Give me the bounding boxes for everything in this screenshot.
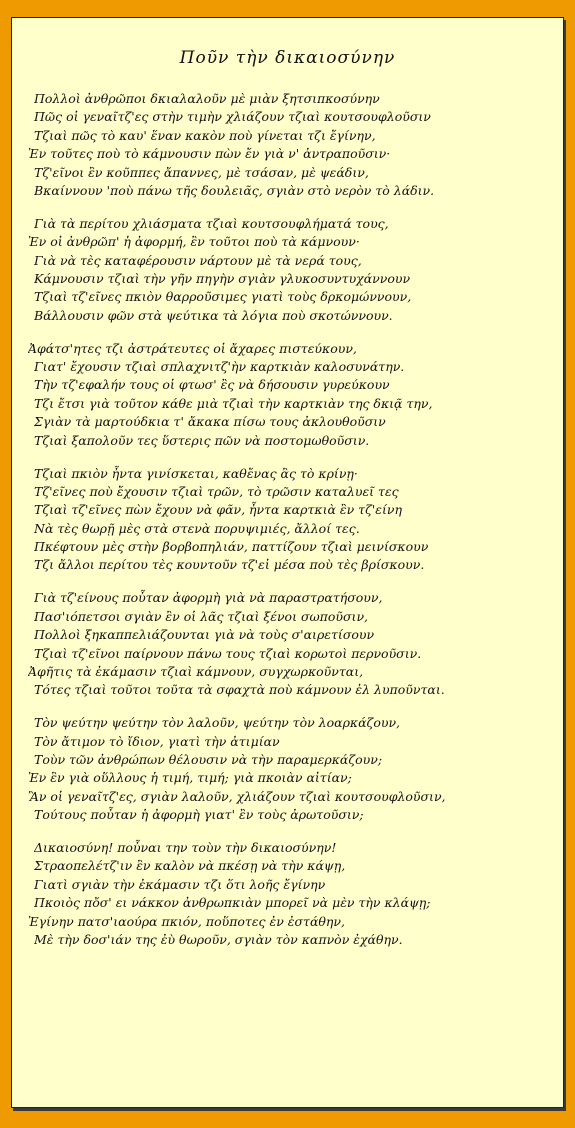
poem-line: Γιὰ τὰ περίτου χλιάσματα τζιαὶ κουτσουφλήματά τους, [34,215,389,231]
poem-line: Τζιαὶ πῶς τὸ καυ' ἕναν κακὸν ποὺ γίνεται τζι ἔγίνην, [34,127,376,143]
poem-page [11,17,564,1108]
poem-line: Γιὰ νὰ τὲς καταφέρουσιν νάρτουν μὲ τὰ νερά τους, [34,252,362,268]
poem-line: Τὸν ψεύτην ψεύτην τὸν λαλοῦν, ψεύτην τὸν λοαρκάζουν, [34,715,401,731]
poem-line: Τότες τζιαὶ τοῦτοι τοῦτα τὰ σφαχτὰ ποὺ κάμνουν ἐλ λυποῦνται. [34,682,445,698]
stanza [28,714,554,824]
poem-line: Κάμνουσιν τζιαὶ τὴν γῆν πηγὴν σγιὰν γλυκοσυντυχάννουν [34,271,411,287]
stanza [28,589,554,699]
poem-line: Τζι ἔτσι γιὰ τοῦτον κάθε μιὰ τζιαὶ τὴν καρτκιὰν της δκιᾷ την, [34,395,433,411]
poem-line: Πολλοὶ ξηκαππελιάζουνται γιὰ νὰ τοὺς σ'αιρετίσουν [34,627,375,643]
poem-line: Ἐν τοῦτες ποὺ τὸ κάμνουσιν πὼν ἔν γιὰ ν' ἀντραποῦσιν· [28,146,391,162]
poem-line: Ἀφῆτις τὰ ἐκάμασιν τζιαὶ κάμνουν, συγχωρκοῦνται, [28,663,364,679]
poem-line: Τζ'εῖνοι ἒν κοῦππες ἄπαννες, μὲ τσάσαν, μὲ ψεάδιν, [34,164,369,180]
stanza [28,215,554,325]
stanza [28,340,554,450]
poem-line: Τζιαὶ ξαπολοῦν τες ὕστερις πῶν νὰ ποστομωθοῦσιν. [34,432,370,448]
poem-line: Τζιαὶ τζ'εῖνες πὼν ἔχουν νὰ φᾶν, ἦντα καρτκιὰ ἒν τζ'είνη [34,502,402,518]
poem-line: Τὴν τζ'εφαλήν τους οἱ φτωσ' ἒς νὰ δήσουσιν γυρεύκουν [34,377,390,393]
poem-line: Πολλοὶ ἀνθρῶποι δκιαλαλοῦν μὲ μιὰν ξητσιπκοσύνην [34,91,380,106]
poem-line: Τζιαὶ πκιὸν ἦντα γινίσκεται, καθἔνας ἂς τὸ κρίνῃ· [34,465,358,481]
poem-title: Ποῦν τὴν δικαιοσύνην [179,48,396,68]
poem-line: Βάλλουσιν φῶν στὰ ψεύτικα τὰ λόγια ποὺ σκοτώννουν. [34,307,393,323]
poem-line: Γιατ' ἔχουσιν τζιαὶ σπλαχνιτζ'ὴν καρτκιὰν καλοσυνάτην. [34,359,405,375]
stanza [28,839,554,949]
poem-line: Νὰ τὲς θωρῇ μὲς στὰ στενὰ πορυψιμιές, ἄλλοί τες. [34,520,360,536]
poem-line: Γιὰ τζ'είνους ποὖταν ἀφορμὴ γιὰ νὰ παραστρατήσουν, [34,590,383,606]
poem-line: Πῶς οἱ γεναῖτζ'ες στὴν τιμὴν χλιάζουν τζιαὶ κουτσουφλοῦσιν [34,109,431,125]
poem-line: Ἀφάτσ'ητες τζι ἀστράτευτες οἱ ἄχαρες πιστεύκουν, [28,340,357,356]
poem-line: Σγιὰν τὰ μαρτούδκια τ' ἄκακα πίσω τους ἀκλουθοῦσιν [34,414,386,430]
poem-line: Γιατὶ σγιὰν τὴν ἐκάμασιν τζι ὅτι λοῆς ἔγίνην [34,876,326,892]
poem-line: Πκέφτουν μὲς στὴν βορβοπηλιάν, παττίζουν τζιαὶ μεινίσκουν [34,539,429,555]
poem-line: Πασ'ιόπετσοι σγιὰν ἒν οἱ λᾶς τζιαὶ ξένοι σωποῦσιν, [34,608,369,624]
poem-line: Βκαίννουν 'ποὺ πάνω τῆς δουλειᾶς, σγιὰν στὸ νερὸν τὸ λάδιν. [34,182,435,198]
poem-line: Ἂν οἱ γεναῖτζ'ες, σγιὰν λαλοῦν, χλιάζουν τζιαὶ κουτσουφλοῦσιν, [28,788,446,804]
poem-line: Τζιαὶ τζ'εῖνες πκιὸν θαρροῦσιμες γιατὶ τοὺς δρκομώννουν, [34,289,412,305]
poem-line: Τζιαὶ τζ'εῖνοι παίρνουν πάνω τους τζιαὶ κορωτοὶ περνοῦσιν. [34,645,422,661]
poem-line: Ἐν ἒν γιὰ οὕλλους ἡ τιμή, τιμή; γιὰ πκοιὰν αἰτίαν; [28,770,352,786]
poem-line: Δικαιοσύνη! ποὖναι την τοὺν τὴν δικαιοσύνην! [34,840,337,856]
poem-line: Πκοιὸς πὄσ' ει νάκκον ἀνθρωπκιὰν μπορεῖ νὰ μὲν τὴν κλάψῃ; [34,895,431,911]
stanza [34,465,554,575]
poem-line: Στραοπελέτζ'ιν ἒν καλὸν νὰ πκέσῃ νὰ τὴν κάψῃ, [34,858,346,874]
poem-line: Ἐγίνην πατσ'ιαούρα πκιόν, ποὕποτες ἐν ἐστάθην, [28,913,345,929]
poem-line: Τζ'εῖνες ποὺ ἔχουσιν τζιαὶ τρῶν, τὸ τρῶσιν καταλυεῖ τες [34,483,399,499]
poem-line: Τούτους ποὖταν ἡ ἀφορμὴ γιατ' ἒν τοὺς ἀρωτοῦσιν; [34,807,364,823]
poem-body [28,90,554,964]
stanza [28,90,554,200]
poem-line: Μὲ τὴν δοσ'ιάν της ἐὺ θωροῦν, σγιὰν τὸν καπνὸν ἐχάθην. [34,932,403,948]
poem-line: Τὸν ἄτιμον τὸ ἴδιον, γιατὶ τὴν ἀτιμίαν [34,733,280,749]
poem-line: Ἐν οἱ ἀνθρῶπ' ἡ ἀφορμή, ἒν τοῦτοι ποὺ τὰ κάμνουν· [28,234,360,250]
poem-line: Τζι ἄλλοι περίτου τὲς κουντοῦν τζ'εἰ μέσα ποὺ τὲς βρίσκουν. [34,557,425,573]
poem-line: Τοὺν τῶν ἀνθρώπων θέλουσιν νὰ τὴν παραμερκάζουν; [34,752,383,767]
